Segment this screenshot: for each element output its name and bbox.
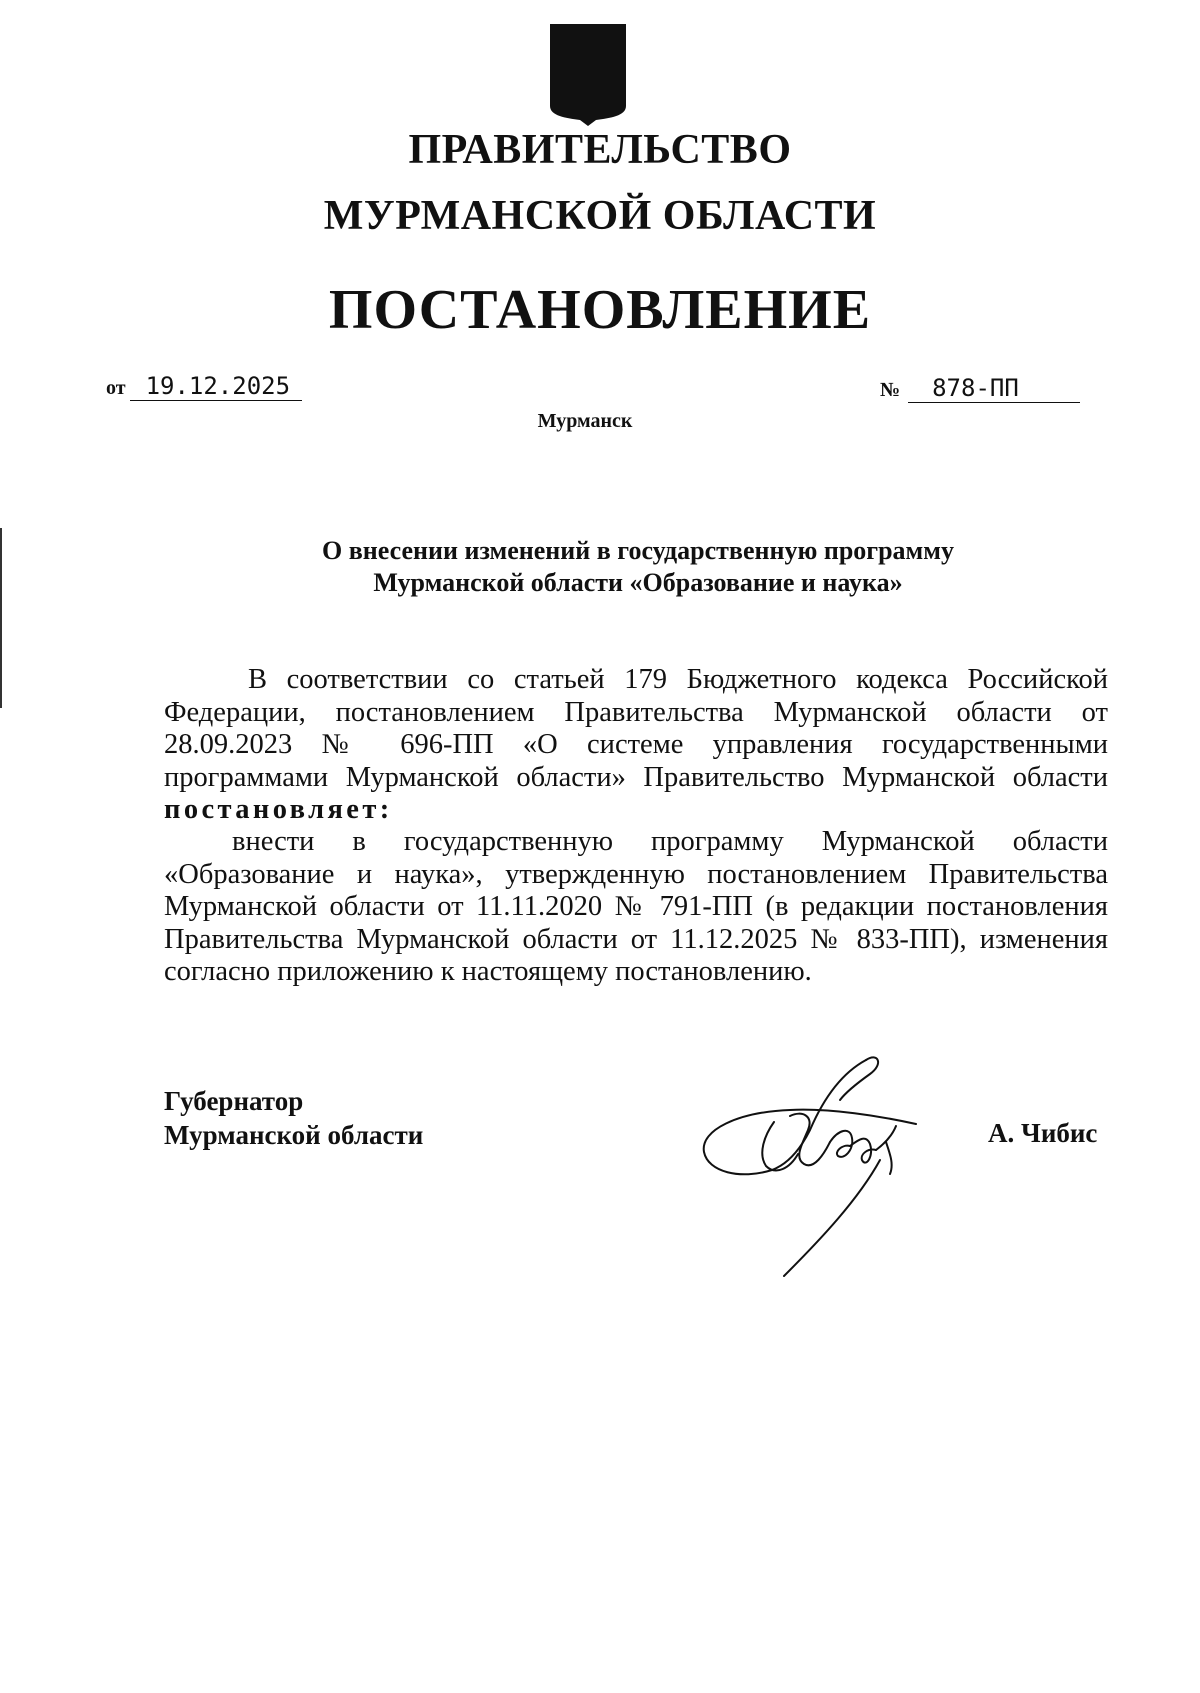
org-name-line2: МУРМАНСКОЙ ОБЛАСТИ [323, 193, 877, 239]
coat-of-arms-icon [548, 22, 628, 126]
body-paragraph-2: внести в государственную программу Мурманской области «Образование и наука», утвержденную постановлением Правительства Мурманской области от 11.11.2020 № 791-ПП (в редакции постановления Правительства Мурманской области от 11.12.2025 № 833-ПП), изменения согласно приложению к настоящему постановлению. [164, 826, 1108, 987]
date-row [106, 372, 302, 401]
city-name: Мурманск [537, 410, 633, 432]
signatory-position-line1: Губернатор [164, 1086, 304, 1116]
document-date: 19.12.2025 [130, 372, 302, 401]
document-number: 878-ПП [908, 374, 1080, 403]
number-row [880, 374, 1080, 403]
handwritten-signature [690, 1050, 950, 1290]
subject-line2: Мурманской области «Образование и наука» [373, 568, 903, 597]
resolution-keyword: постановляет: [164, 794, 393, 825]
signatory-position [164, 1084, 423, 1152]
date-prefix: от [106, 377, 126, 399]
signatory-position-line2: Мурманской области [164, 1120, 424, 1150]
subject-line1: О внесении изменений в государственную программу [322, 536, 954, 565]
body-paragraph-1 [164, 664, 1108, 827]
number-prefix: № [880, 379, 901, 401]
signatory-name: А. Чибис [988, 1118, 1098, 1148]
org-name-line1: ПРАВИТЕЛЬСТВО [408, 127, 792, 173]
document-type-title: ПОСТАНОВЛЕНИЕ [328, 279, 872, 341]
preamble-text: В соответствии со статьей 179 Бюджетного кодекса Российской Федерации, постановлением Правительства Мурманской области от 28.09.2023 № 696-ПП «О системе управления государственными программами Мурманской области» Правительство Мурманской области [164, 664, 1108, 793]
